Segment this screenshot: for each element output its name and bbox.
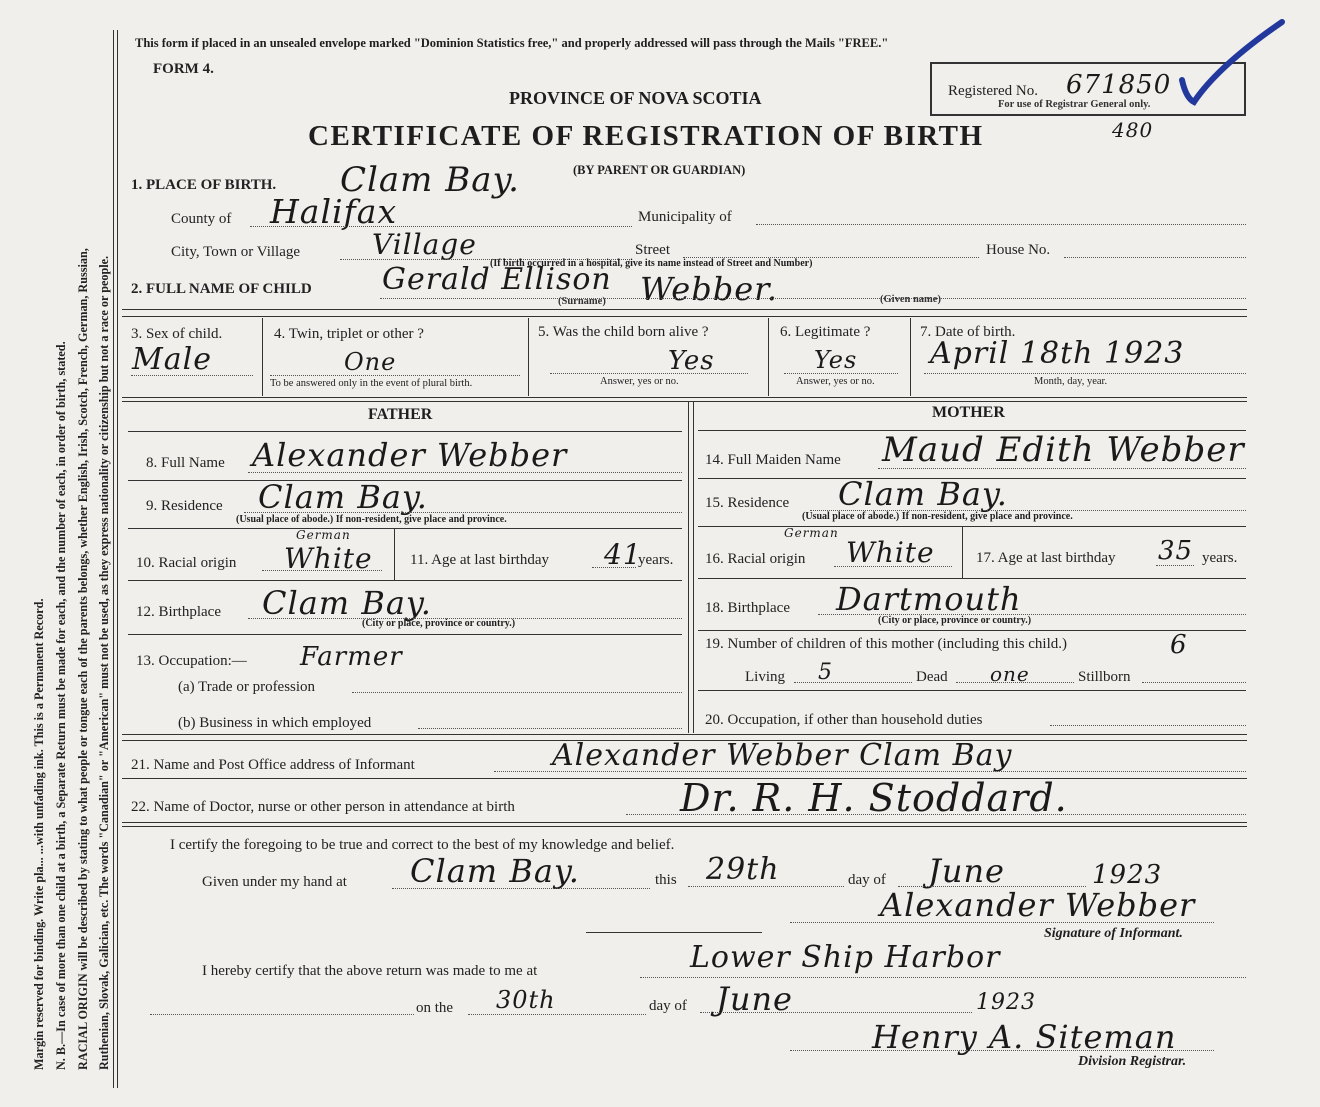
living-line: [794, 682, 912, 683]
stillborn-label: Stillborn: [1078, 669, 1131, 685]
born-alive-label: 5. Was the child born alive ?: [538, 324, 709, 340]
father-age-value: 41: [604, 538, 642, 571]
registered-number-label: Registered No.: [948, 83, 1038, 99]
registrar-day-line: [468, 1014, 646, 1015]
mother-years-label: years.: [1202, 550, 1238, 566]
mother-occupation-label: 20. Occupation, if other than household duties: [705, 712, 983, 728]
child-given-name: Gerald Ellison: [382, 262, 612, 297]
rule: [122, 822, 1247, 823]
mother-birthplace-value: Dartmouth: [836, 580, 1022, 618]
informant-value: Alexander Webber Clam Bay: [552, 738, 1013, 773]
rule: [122, 734, 1247, 735]
divider: [528, 318, 529, 396]
father-birthplace-note: (City or place, province or country.): [362, 618, 516, 629]
father-occupation-label: 13. Occupation:—: [136, 653, 247, 669]
registrar-signature-line: [790, 1050, 1214, 1051]
date-of-birth-note: Month, day, year.: [1034, 376, 1108, 387]
mother-name-label: 14. Full Maiden Name: [705, 452, 841, 468]
rule: [128, 634, 682, 635]
rule: [122, 401, 1247, 402]
municipality-line: [756, 224, 1246, 225]
children-count-label: 19. Number of children of this mother (including this child.): [705, 636, 1068, 652]
registrar-day-of-label: day of: [649, 998, 687, 1014]
twin-label: 4. Twin, triplet or other ?: [274, 326, 424, 342]
living-label: Living: [745, 669, 785, 685]
dead-line: [956, 682, 1074, 683]
registrar-leading-line: [150, 1014, 414, 1015]
child-name-label: 2. FULL NAME OF CHILD: [131, 281, 312, 297]
county-value: Halifax: [270, 192, 398, 231]
mother-residence-value: Clam Bay.: [838, 475, 1008, 513]
hospital-note: (If birth occurred in a hospital, give its name instead of Street and Number): [490, 258, 813, 269]
place-of-birth-label: 1. PLACE OF BIRTH.: [131, 177, 277, 193]
divider: [394, 528, 395, 580]
informant-signature: Alexander Webber: [880, 886, 1196, 924]
given-under-label: Given under my hand at: [202, 874, 347, 890]
mother-occupation-line: [1050, 725, 1246, 726]
rule: [698, 578, 1246, 579]
living-value: 5: [818, 660, 833, 685]
rule: [128, 528, 682, 529]
business-label: (b) Business in which employed: [178, 715, 372, 731]
check-mark-icon: [1178, 18, 1288, 108]
surname-note: (Surname): [558, 296, 606, 307]
rule: [128, 580, 682, 581]
twin-value: One: [344, 348, 397, 376]
father-residence-line: [244, 512, 682, 513]
born-alive-value: Yes: [668, 346, 715, 376]
date-of-birth-label: 7. Date of birth.: [920, 324, 1016, 340]
certify-year: 1923: [1092, 860, 1163, 890]
father-name-value: Alexander Webber: [252, 436, 568, 474]
margin-rule-inner: [117, 30, 118, 1088]
house-number-line: [1064, 257, 1246, 258]
registrar-month: June: [716, 980, 793, 1018]
county-line: [250, 226, 632, 227]
divider: [262, 318, 263, 396]
born-alive-line: [550, 373, 748, 374]
city-label: City, Town or Village: [171, 244, 301, 260]
dead-value: one: [990, 662, 1030, 686]
registrar-signature-label: Division Registrar.: [1078, 1054, 1187, 1069]
certify-place: Clam Bay.: [410, 852, 580, 890]
father-heading: FATHER: [368, 406, 433, 423]
municipality-label: Municipality of: [638, 209, 732, 225]
father-residence-value: Clam Bay.: [258, 478, 428, 516]
certify-month: June: [928, 852, 1005, 890]
parents-divider: [688, 401, 689, 733]
twin-line: [270, 375, 520, 376]
divider: [962, 526, 963, 578]
informant-signature-line: [790, 922, 1214, 923]
mother-race-line: [834, 566, 952, 567]
divider: [910, 318, 911, 396]
mother-age-label: 17. Age at last birthday: [976, 550, 1116, 566]
rule: [122, 316, 1247, 317]
legitimate-label: 6. Legitimate ?: [780, 324, 871, 340]
father-race-value: White: [284, 542, 373, 575]
city-value: Village: [372, 228, 477, 261]
mother-race-label: 16. Racial origin: [705, 551, 806, 567]
certify-day: 29th: [706, 852, 780, 887]
rule: [128, 431, 682, 432]
given-name-note: (Given name): [880, 294, 941, 305]
postal-notice: This form if placed in an unsealed envelope marked "Dominion Statistics free," and properly addressed will pass through the Mails "FREE.": [135, 36, 889, 50]
legitimate-line: [784, 373, 898, 374]
rule: [122, 826, 1247, 827]
mother-age-line: [1156, 565, 1194, 566]
registrar-day: 30th: [496, 986, 556, 1014]
rule: [122, 397, 1247, 398]
rule: [586, 932, 762, 933]
child-name-line: [380, 298, 1246, 299]
date-of-birth-value: April 18th 1923: [930, 336, 1185, 371]
father-name-label: 8. Full Name: [146, 455, 225, 471]
mother-race-value: White: [846, 536, 935, 569]
father-residence-label: 9. Residence: [146, 498, 223, 514]
page-title: CERTIFICATE OF REGISTRATION OF BIRTH: [308, 120, 984, 152]
dead-label: Dead: [916, 669, 948, 685]
rule: [698, 526, 1246, 527]
registrar-month-line: [700, 1012, 972, 1013]
sex-label: 3. Sex of child.: [131, 326, 223, 342]
margin-note-racial-2: Ruthenian, Slovak, Galician, etc. The words "Canadian" or "American" must not be used, as they express nationality or citizenship but not a race or people.: [97, 255, 111, 1070]
father-birthplace-value: Clam Bay.: [262, 584, 432, 622]
this-label: this: [655, 872, 677, 888]
certify-day-line: [688, 886, 844, 887]
parents-divider-inner: [693, 401, 694, 733]
street-label: Street: [635, 242, 670, 258]
mother-age-value: 35: [1158, 536, 1194, 566]
registrar-place: Lower Ship Harbor: [690, 940, 1001, 975]
county-label: County of: [171, 211, 232, 227]
certify-place-line: [392, 888, 650, 889]
father-years-label: years.: [638, 552, 674, 568]
divider: [768, 318, 769, 396]
stillborn-line: [1142, 682, 1246, 683]
rule: [122, 309, 1247, 310]
business-line: [418, 728, 682, 729]
registered-number: 671850: [1066, 70, 1172, 100]
father-occupation-value: Farmer: [300, 642, 403, 672]
mother-name-value: Maud Edith Webber: [882, 430, 1245, 470]
form-number: FORM 4.: [153, 61, 214, 77]
father-race-line: [262, 570, 382, 571]
father-age-label: 11. Age at last birthday: [410, 552, 549, 568]
informant-label: 21. Name and Post Office address of Informant: [131, 757, 415, 773]
registrar-signature: Henry A. Siteman: [872, 1018, 1177, 1056]
mother-race-note: German: [784, 526, 839, 540]
page-subtitle: (BY PARENT OR GUARDIAN): [573, 163, 746, 177]
legitimate-note: Answer, yes or no.: [796, 376, 875, 387]
trade-label: (a) Trade or profession: [178, 679, 316, 695]
mother-heading: MOTHER: [932, 404, 1005, 421]
rule: [698, 690, 1246, 691]
mother-residence-note: (Usual place of abode.) If non-resident, give place and province.: [802, 511, 1073, 522]
trade-line: [352, 692, 682, 693]
father-residence-note: (Usual place of abode.) If non-resident, give place and province.: [236, 514, 507, 525]
informant-signature-label: Signature of Informant.: [1044, 926, 1183, 941]
legitimate-value: Yes: [814, 346, 858, 374]
certify-day-of-label: day of: [848, 872, 886, 888]
sex-value: Male: [132, 342, 212, 377]
doctor-line: [626, 814, 1246, 815]
registrar-year: 1923: [976, 990, 1036, 1015]
registrar-statement: I hereby certify that the above return was made to me at: [202, 963, 538, 979]
child-surname: Webber.: [640, 270, 779, 308]
registrar-general-note: For use of Registrar General only.: [998, 99, 1151, 110]
margin-note-binding: Margin reserved for binding. Write pla... ...with unfading ink. This is a Permanent Record.: [32, 598, 46, 1070]
margin-note-nb: N. B.—In case of more than one child at a birth, a Separate Return must be made for each, and the number of each, in order of birth, stated.: [54, 341, 68, 1070]
mother-birthplace-note: (City or place, province or country.): [878, 615, 1032, 626]
mother-residence-label: 15. Residence: [705, 495, 790, 511]
father-race-note: German: [296, 528, 351, 542]
rule: [698, 630, 1246, 631]
father-age-line: [592, 567, 636, 568]
children-count-value: 6: [1170, 630, 1188, 660]
place-of-birth-value: Clam Bay.: [340, 160, 520, 200]
certify-statement: I certify the foregoing to be true and correct to the best of my knowledge and belief.: [170, 837, 675, 853]
father-birthplace-label: 12. Birthplace: [136, 604, 221, 620]
born-alive-note: Answer, yes or no.: [600, 376, 679, 387]
margin-rule: [113, 30, 114, 1088]
doctor-label: 22. Name of Doctor, nurse or other person in attendance at birth: [131, 799, 515, 815]
informant-line: [494, 771, 1246, 772]
house-number-label: House No.: [986, 242, 1051, 258]
margin-annotation: 480: [1112, 118, 1154, 142]
mother-name-line: [878, 468, 1246, 469]
doctor-value: Dr. R. H. Stoddard.: [680, 776, 1068, 820]
on-the-label: on the: [416, 1000, 454, 1016]
province-heading: PROVINCE OF NOVA SCOTIA: [509, 88, 762, 108]
registrar-place-line: [640, 977, 1246, 978]
mother-birthplace-label: 18. Birthplace: [705, 600, 790, 616]
twin-note: To be answered only in the event of plural birth.: [270, 378, 473, 389]
date-of-birth-line: [924, 373, 1246, 374]
margin-note-racial-1: RACIAL ORIGIN will be described by stating to what people or tongue each of the parents belongs, whether English, Irish, Scotch, French, German, Russian,: [76, 248, 90, 1070]
sex-line: [131, 375, 253, 376]
father-name-line: [248, 472, 682, 473]
father-race-label: 10. Racial origin: [136, 555, 237, 571]
